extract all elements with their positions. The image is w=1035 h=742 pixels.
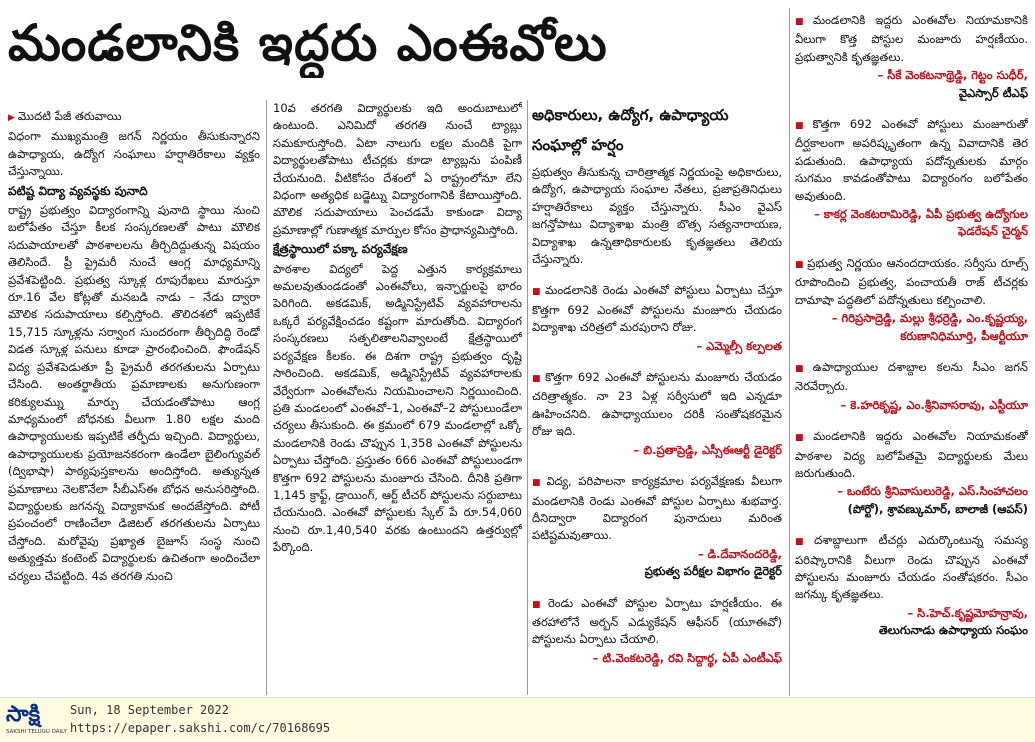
intro-block — [532, 164, 782, 268]
bullet-icon: ■ — [532, 599, 545, 610]
column-divider — [527, 100, 528, 695]
quote-text: ప్రభుత్వ నిర్ణయం ఆనందదాయకం. సర్వీసు రూల్స్ రూపొందించి ప్రభుత్వ, పంచాయతీ రాజ్ టీచర్లకు దామాషా పద్ధతిలో పదోన్నతులు కల్పించాలి. — [795, 255, 1028, 307]
quote-author: – కె.హరికృష్ణ, ఎం.శ్రీనివాసరావు, ఎస్టీయూ — [840, 397, 1028, 412]
sakshi-logo — [6, 702, 67, 738]
quote-block — [795, 532, 1028, 639]
footer-bar — [0, 697, 1035, 742]
reactions-column-4 — [795, 12, 1028, 696]
section-heading: అధికారులు, ఉద్యోగ, ఉపాధ్యాయ సంఘాల్లో హర్షం — [532, 106, 729, 154]
headline: మండలానికి ఇద్దరు ఎంఈవోలు — [8, 14, 608, 72]
quote-block — [532, 282, 782, 355]
paragraph: విధంగా ముఖ్యమంత్రి జగన్ నిర్ణయం తీసుకున్నారని ఉపాధ్యాయ, ఉద్యోగ సంఘాలు హర్షాతిరేకాలు వ్యక్తం చేస్తున్నాయి. — [8, 129, 260, 179]
source-url[interactable]: https://epaper.sakshi.com/c/70168695 — [70, 721, 331, 735]
quote-author: – సీకే వెంకటనాథ్రెడ్డి, గెట్టం సుధీర్, — [877, 68, 1028, 83]
reactions-column-3 — [532, 164, 782, 696]
quote-block — [795, 255, 1028, 345]
quote-author-title: (పోర్టో), శ్రావణ్కుమార్, బాలాజీ (ఆపస్) — [847, 501, 1028, 516]
quote-block — [795, 428, 1028, 518]
kicker: ▶ మొదటి పేజీ తరువాయి — [8, 109, 122, 123]
quote-text: మండలానికి రెండు ఎంఈవో పోస్టులు ఏర్పాటు చేస్తూ కొత్తగా 692 ఎంఈవో పోస్టులను మంజూరు చేయడం విద్యాశాఖ చరిత్రలో మరపురాని రోజు. — [532, 283, 782, 335]
quote-author: – టి.వెంకటరెడ్డి, రవి సిద్దార్థ, ఏపీ ఎంటీఎఫ్ — [592, 650, 782, 665]
logo-wordmark: సాక్షి — [6, 702, 41, 727]
quote-block — [532, 369, 782, 459]
quote-block — [795, 12, 1028, 102]
bullet-icon: ■ — [532, 374, 543, 385]
quote-text: విద్య, పరిపాలనా కార్యక్రమాల పర్యవేక్షణకు వీలుగా మండలానికి రెండు ఎంఈవో పోస్టుల ఏర్పాటు శుభవార్త. దీనిద్వారా విద్యారంగ పునాదులు మరింత పటిష్టమవుతాయి. — [532, 474, 782, 543]
quote-text: దశాబ్దాలుగా టీచర్లు ఎదుర్కొంటున్న సమస్య పరిష్కారానికి వీలుగా రెండు చొప్పున ఎంఈవో పోస్టులను మంజూరు చేయడం సంతోషకరం. సీఎం జగన్కు కృతజ్ఞతలు. — [795, 533, 1028, 602]
quote-text: మండలానికి ఇద్దరు ఎంఈవోల నియామకానికి వీలుగా కొత్త పోస్టుల మంజూరు హర్షణీయం. ప్రభుత్వానికి కృతజ్ఞతలు. — [795, 13, 1028, 64]
paragraph: ప్రభుత్వం తీసుకున్న చారిత్రాత్మక నిర్ణయంపై అధికారులు, ఉద్యోగ, ఉపాధ్యాయ సంఘాల నేతలు, ప్రజాప్రతినిధులు హర్షాతిరేకాలు వ్యక్తం చేస్తున్నారు. సీఎం వైఎస్ జగన్తోపాటు విద్యాశాఖ మంత్రి బొత్స సత్యనారాయణ, విద్యాశాఖ ఉన్నతాధికారులకు కృతజ్ఞతలు తెలియ చేస్తున్నారు. — [532, 165, 782, 267]
quote-author-title: తెలుగునాడు ఉపాధ్యాయ సంఘం — [878, 623, 1028, 638]
quote-text: కొత్తగా 692 ఎంఈవో పోస్టులు మంజూరుతో దీర్ఘకాలంగా అపరిష్కృతంగా ఉన్న వివాదానికి తెర పడుతుంది. ఉపాధ్యాయ పదోన్నతులకు మార్గం సుగమం కావడంతోపాటు విద్యారంగం బలోపేతం అవుతుంది. — [795, 117, 1028, 203]
quote-text: రెండు ఎంఈవో పోస్టుల ఏర్పాటు హర్షణీయం. ఈ తరహాలోనే అర్బన్ ఎడ్యుకేషన్ ఆఫీసర్ (యూఈవో) పోస్టులను ఏర్పాటు చేయాలి. — [532, 595, 782, 647]
bullet-icon: ■ — [795, 363, 810, 374]
quote-author: – బి.ప్రతాప్రెడ్డి, ఎస్సీఈఆర్టీ డైరెక్టర్ — [633, 442, 782, 457]
paragraph: పాఠశాల విద్యలో పెద్ద ఎత్తున కార్యక్రమాలు అమలవుతుండడంతో ఎంఈవోలు, ఇన్ఛార్జులపై భారం పెరిగింది. అకడమిక్, అడ్మినిస్ట్రేటివ్ వ్యవహారాలను ఒక్కరే పర్యవేక్షించడం కష్టంగా మారుతోంది. విద్యారంగ సంస్కరణలు సత్ఫలితాలనివ్వాలంటే క్షేత్రస్థాయిలో పర్యవేక్షణ కీలకం. ఈ దిశగా రాష్ట్ర ప్రభుత్వం దృష్టి సారించింది. అకడమిక్, అడ్మినిస్ట్రేటివ్ వ్యవహారాలకు వేర్వేరుగా ఎంఈవోలను నియమించాలని నిర్ణయించింది. ప్రతి మండలంలో ఎంఈవో–1, ఎంఈవో–2 పోస్టులుండేలా చర్యలు తీసుకుంది. ఈ క్రమంలో 679 మండలాల్లో ఒక్కో మండలానికి రెండు చొప్పున 1,358 ఎంఈవో పోస్టులను ఏర్పాటు చేస్తోంది. ప్రస్తుతం 666 ఎంఈవో పోస్టులుండగా కొత్తగా 692 పోస్టులను మంజూరు చేసింది. దీనికి ప్రతిగా 1,145 క్రాఫ్ట్, డ్రాయింగ్, ఆర్ట్ టీచర్ పోస్టులను సర్దుబాటు చేయనుంది. ఎంఈవో పోస్టులకు స్కేల్ పే రూ.54,060 నుంచి రూ.1,40,540 వరకు ఉంటుందని ఉత్తర్వుల్లో పేర్కొంది. — [273, 261, 522, 555]
quote-author: – డి.దేవానందరెడ్డి, — [697, 546, 782, 561]
publish-date: Sun, 18 September 2022 — [70, 703, 229, 717]
quote-text: ఉపాధ్యాయుల దశాబ్దాల కలను సీఎం జగన్ నెరవేర్చారు. — [795, 359, 1028, 394]
subheading: క్షేత్రస్థాయిలో పక్కా పర్యవేక్షణ — [273, 242, 408, 257]
bullet-icon: ■ — [795, 121, 810, 132]
article-column-1 — [8, 108, 260, 696]
quote-author-title: ప్రభుత్వ పరీక్షల విభాగం డైరెక్టర్ — [644, 564, 782, 579]
quote-text: కొత్తగా 692 ఎంఈవో పోస్టులను మంజూరు చేయడం చరిత్రాత్మకం. నా 23 ఏళ్ల సర్వీసులో ఇది ఎన్నడూ ఊహించనిది. ఉపాధ్యాయులం దరికీ సంతోషకరమైన రోజు ఇది. — [532, 370, 782, 439]
paragraph: రాష్ట్ర ప్రభుత్వం విద్యారంగాన్ని పునాది స్థాయి నుంచి బలోపేతం చేస్తూ కీలక సంస్కరణలతో పాటు మౌలిక సదుపాయాలతో పాఠశాలలను తీర్చిదిద్దుతున్న విషయం తెలిసిందే. ప్రీ ప్రైమరీ నుంచే ఆంగ్ల మాధ్యమాన్ని ప్రవేశపెట్టింది. ప్రభుత్వ స్కూళ్ల రూపురేఖలు మారుస్తూ రూ.16 వేల కోట్లతో మనబడి నాడు – నేడు ద్వారా మౌలిక సదుపాయాలు కల్పిస్తోంది. తొలిదశలో ఇప్పటికే 15,715 స్కూళ్లను సర్వాంగ సుందరంగా తీర్చిదిద్ది రెండో విడత స్కూళ్ల పనులు కూడా ప్రారంభించింది. ఫౌండేషన్ విద్య ప్రవేశపెడుతూ ప్రీ ప్రైమరీ తరగతులను ఏర్పాటు చేసింది. అంతర్జాతీయ ప్రమాణాలకు అనుగుణంగా కరిక్యులమ్ను మార్పు చేయడంతోపాటు ఆంగ్ల మాధ్యమంలో బోధనకు వీలుగా 1.80 లక్షల మంది ఉపాధ్యాయులకు ఇప్పటికే తర్ఫీదు ఇచ్చింది. విద్యార్థులు, ఉపాధ్యాయులకు ప్రయోజనకరంగా ఉండేలా బైలింగ్యువల్ (ద్విభాషా) పాఠ్యపుస్తకాలను అందిస్తోంది. అత్యున్నత ప్రమాణాలు నెలకొనేలా సీబీఎస్ఈ బోధన అనుసరిస్తోంది. విద్యార్థులకు జగనన్న విద్యాకానుక అందజేస్తోంది. పోటీ ప్రపంచంలో రాణించేలా డిజిటల్ తరగతులను ఏర్పాటు చేస్తోంది. మరోవైపు ప్రఖ్యాత బైజూస్ సంస్థ నుంచి అత్యుత్తమ కంటెంట్ విద్యార్థులకు ఉచితంగా అందించేలా చర్యలు చేపట్టింది. 4వ తరగతి నుంచి — [8, 203, 260, 583]
paragraph: 10వ తరగతి విద్యార్థులకు ఇది అందుబాటులో ఉంటుంది. ఎనిమిదో తరగతి నుంచే ట్యాబ్లు సమకూరుస్తోంది. ఏటా నాలుగు లక్షల మందికి పైగా విద్యార్థులతోపాటు టీచర్లకు కూడా ట్యాబ్లను పంపిణీ చేయనుంది. వీటికోసం దేశంలో ఏ రాష్ట్రంలోనూ లేని విధంగా అత్యధిక బడ్జెట్ను విద్యారంగానికి కేటాయిస్తోంది. మౌలిక సదుపాయాలు పెంచడమే కాకుండా విద్యా ప్రమాణాల్లో గుణాత్మక మార్పుల కోసం ప్రాధాన్యమిస్తోంది. — [273, 101, 522, 237]
quote-author: – కాకర్ల వెంకటరామిరెడ్డి, ఏపీ ప్రభుత్వ ఉద్యోగుల ఫెడరేషన్ చైర్మన్ — [814, 207, 1028, 239]
quote-author-title: వైఎస్సార్ టీఎఫ్ — [958, 85, 1028, 100]
quote-block — [795, 359, 1028, 414]
bullet-icon: ■ — [795, 17, 810, 27]
bullet-icon: ■ — [795, 537, 812, 548]
bullet-icon: ■ — [532, 478, 544, 489]
article-column-2 — [273, 100, 522, 696]
column-divider — [789, 8, 790, 696]
quote-block — [532, 595, 782, 668]
bullet-icon: ■ — [795, 259, 805, 270]
quote-block — [795, 116, 1028, 241]
bullet-icon: ■ — [795, 433, 811, 444]
bullet-icon: ▶ — [8, 113, 15, 123]
bullet-icon: ■ — [532, 287, 543, 298]
logo-tagline: SAKSHI TELUGU DAILY — [6, 729, 67, 735]
quote-block — [532, 473, 782, 580]
quote-author: – ఒంటేరు శ్రీనివాసులురెడ్డి, ఎస్.సింహాచలం — [837, 484, 1028, 499]
quote-author: – సి.హెచ్.కృష్ణమోహన్రావు, — [907, 605, 1028, 620]
subheading: పటిష్ట విద్యా వ్యవస్థకు పునాది — [8, 183, 148, 198]
quote-text: మండలానికి ఇద్దరు ఎంఈవోల నియామకంతో పాఠశాల విద్య బలోపేతమై విద్యార్థులకు మేలు జరుగుతుంది. — [795, 429, 1028, 480]
quote-author: – ఎమ్మెల్సీ కల్పలత — [696, 338, 782, 353]
quote-author: – గిరిప్రసాద్రెడ్డి, మల్లు శ్రీధర్రెడ్డి, ఎం.కృష్ణయ్య, కరుణానిధిమూర్తి, పీఆర్టీయూ — [831, 311, 1028, 343]
column-divider — [266, 100, 267, 695]
